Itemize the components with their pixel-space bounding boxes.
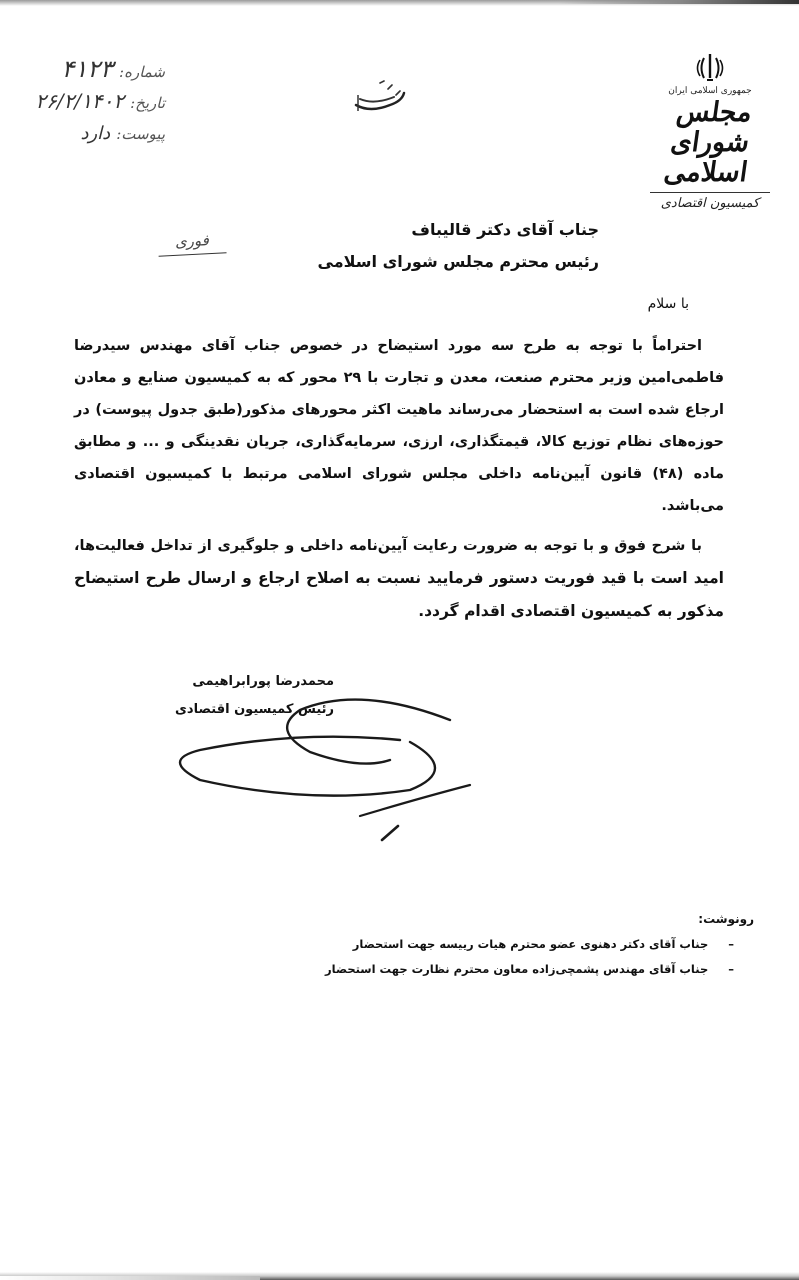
addressee-name: جناب آقای دکتر قالیباف <box>411 220 599 239</box>
signer-title: رئیس کمیسیون اقتصادی <box>175 702 335 717</box>
letter-metadata <box>0 55 165 157</box>
iran-emblem-icon <box>695 52 725 84</box>
cc-bullet: – <box>728 962 734 976</box>
greeting: با سلام <box>647 296 689 312</box>
body-paragraph-2 <box>74 530 724 628</box>
body-paragraph-2-request: امید است با قید فوریت دستور فرمایید نسبت به اصلاح ارجاع و ارسال طرح استیضاح مذکور به کمیسیون اقتصادی اقدام گردد. <box>74 569 724 620</box>
letter-date-value: ۲۶/۲/۱۴۰۲ <box>35 89 125 113</box>
cc-title: رونوشت: <box>698 912 754 926</box>
body-paragraph-1: احتراماً با توجه به طرح سه مورد استیضاح در خصوص جناب آقای مهندس سیدرضا فاطمی‌امین وزیر محترم صنعت، معدن و تجارت با ۲۹ محور که به کمیسیون صنایع و معادن ارجاع شده است به استحضار می‌رساند ماهیت اکثر محورهای مذکور(طبق جدول پیوست) در حوزه‌های نظام توزیع کالا، قیمتگذاری، ارزی، سرمایه‌گذاری، جریان نقدینگی و ... و مطابق ماده (۴۸) قانون آیین‌نامه داخلی مجلس شورای اسلامی مرتبط با کمیسیون اقتصادی می‌باشد. <box>74 338 725 514</box>
cc-item <box>325 957 734 982</box>
letter-date-row <box>0 89 165 123</box>
letterhead-divider <box>650 192 770 193</box>
letter-number-label: شماره: <box>119 63 165 81</box>
cc-list <box>325 912 754 982</box>
letter-number-value: ۴۱۲۳ <box>61 55 114 83</box>
letter-date-label: تاریخ: <box>130 94 165 112</box>
addressee-block <box>318 214 599 278</box>
letter-attachment-label: پیوست: <box>116 125 165 143</box>
letter-attachment-row <box>0 123 165 157</box>
letter-number-row <box>0 55 165 89</box>
body-paragraph-2-intro: با شرح فوق و با توجه به ضرورت رعایت آیین‌نامه داخلی و جلوگیری از تداخل فعالیت‌ها، <box>74 538 702 554</box>
bismillah-calligraphy-icon <box>350 75 410 115</box>
scan-edge-top <box>0 0 799 6</box>
letterhead-committee: کمیسیون اقتصادی <box>660 196 760 211</box>
cc-bullet: – <box>728 937 734 951</box>
urgent-handwritten-note: فوری <box>157 230 226 257</box>
addressee-title: رئیس محترم مجلس شورای اسلامی <box>317 252 599 271</box>
handwritten-signature-icon <box>160 680 480 860</box>
scan-edge-bottom <box>0 1272 799 1280</box>
letterhead-republic: جمهوری اسلامی ایران <box>668 86 752 96</box>
cc-item-text: جناب آقای دکتر دهنوی عضو محترم هیات رییسه جهت استحضار <box>352 937 709 951</box>
letterhead <box>630 52 790 211</box>
letterhead-parliament: مجلس شورای اسلامی <box>662 97 755 188</box>
letter-attachment-value: دارد <box>80 123 111 144</box>
signer-name: محمدرضا پورابراهیمی <box>192 674 335 689</box>
letter-body <box>74 330 724 628</box>
cc-item-text: جناب آقای مهندس پشمچی‌زاده معاون محترم نظارت جهت استحضار <box>325 962 709 976</box>
cc-item <box>325 932 734 957</box>
